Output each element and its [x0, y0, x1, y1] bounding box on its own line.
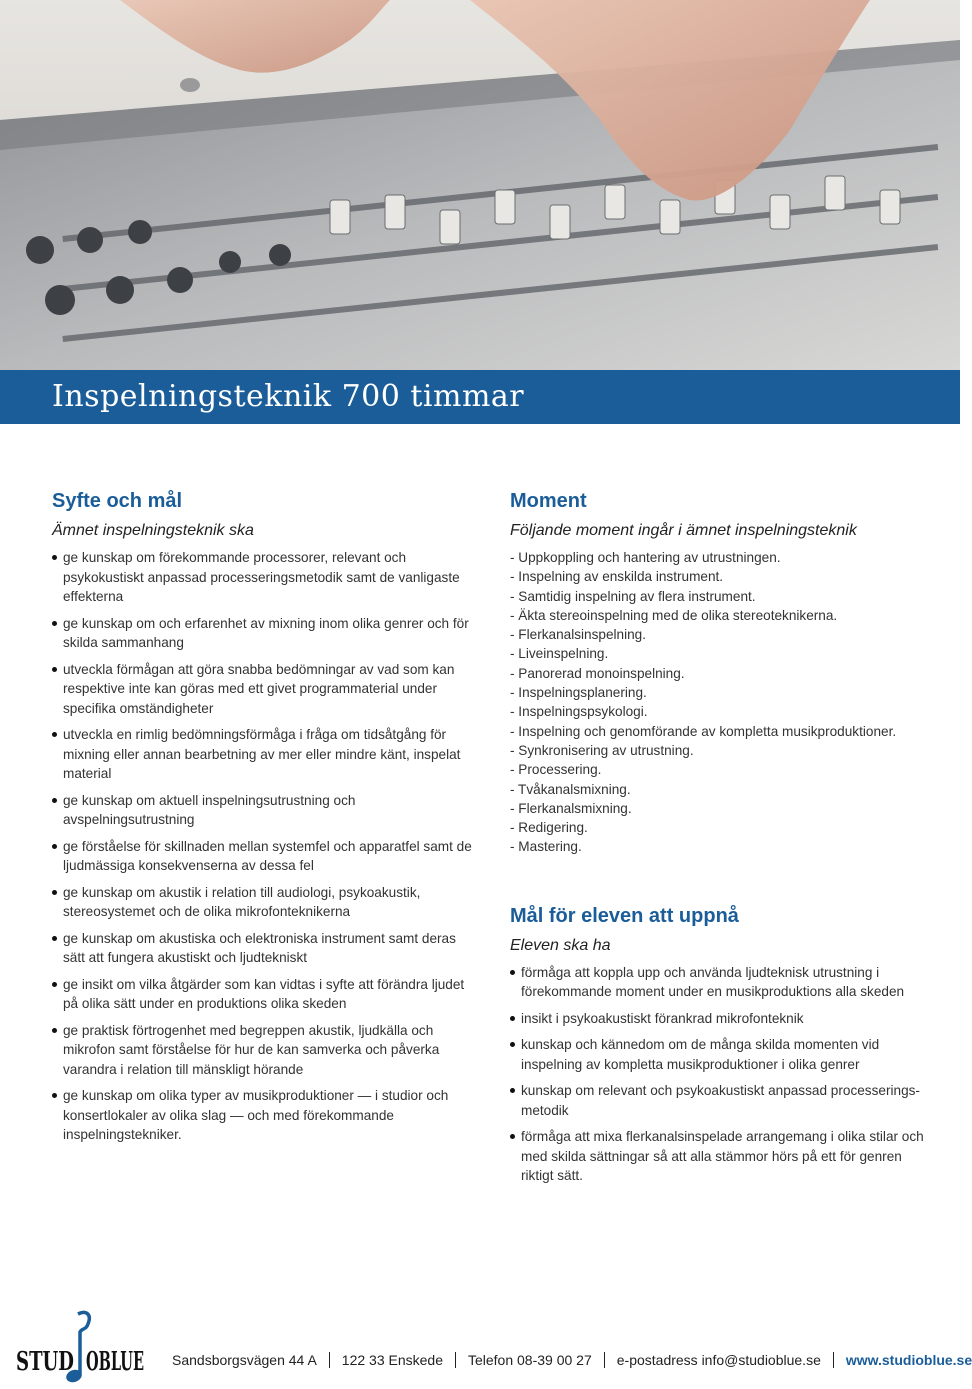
list-item: - Samtidig inspelning av flera instrument.	[510, 588, 756, 604]
hero-photo	[0, 0, 960, 370]
right-column	[510, 486, 930, 1193]
goals-subheading: Eleven ska ha	[510, 936, 611, 954]
list-item: - Flerkanalsinspelning.	[510, 627, 647, 643]
photo-mixing-console-hands	[0, 0, 960, 370]
goals-section	[510, 901, 930, 1186]
list-item: ge kunskap om aktuell inspelningsutrustning och avspelningsutrustning	[52, 791, 472, 830]
list-item: - Panorerad monoinspelning.	[510, 665, 685, 681]
list-item: kunskap och kännedom om de många skilda momenten vid inspelning av kompletta musikproduktioner i olika genrer	[510, 1035, 930, 1074]
purpose-heading: Syfte och mål	[52, 490, 183, 512]
email: e-postadress info@studioblue.se	[616, 1352, 821, 1368]
list-item: - Liveinspelning.	[510, 646, 609, 662]
divider	[604, 1352, 605, 1368]
list-item: - Inspelning av enskilda instrument.	[510, 569, 724, 585]
list-item: - Redigering.	[510, 820, 588, 836]
phone: Telefon 08-39 00 27	[467, 1352, 592, 1368]
title-band	[0, 370, 960, 424]
moment-subheading: Följande moment ingår i ämnet inspelningsteknik	[510, 522, 857, 539]
list-item: ge kunskap om akustiska och elektroniska instrument samt deras sätt att fungera akustiskt och ljudtekniskt	[52, 929, 472, 968]
moment-section	[510, 486, 930, 857]
divider	[329, 1352, 330, 1368]
divider	[833, 1352, 834, 1368]
list-item: - Synkronisering av utrustning.	[510, 742, 694, 758]
purpose-subheading: Ämnet inspelningsteknik ska	[52, 522, 254, 539]
list-item: - Tvåkanalsmixning.	[510, 781, 631, 797]
list-item: - Processering.	[510, 762, 602, 778]
list-item: - Inspelningsplanering.	[510, 685, 647, 701]
list-item: utveckla en rimlig bedömningsförmåga i fråga om tidsåtgång för mixning eller annan bearbetning av mer eller mindre känt, inspelat material	[52, 725, 472, 784]
list-item: - Flerkanalsmixning.	[510, 800, 632, 816]
list-item: - Mastering.	[510, 839, 582, 855]
logo-wordmark-left: STUD	[16, 1347, 74, 1377]
purpose-list	[52, 548, 472, 1145]
list-item: ge kunskap om och erfarenhet av mixning inom olika genrer och för skilda sammanhang	[52, 614, 472, 653]
list-item: ge kunskap om olika typer av musikproduktioner — i studior och konsertlokaler av olika slag — och med förekommande inspelningstekniker.	[52, 1086, 472, 1145]
logo-wordmark-right: OBLUE	[86, 1347, 144, 1377]
page-title: Inspelningsteknik 700 timmar	[52, 379, 525, 414]
list-item: - Uppkoppling och hantering av utrustningen.	[510, 550, 781, 565]
goals-heading: Mål för eleven att uppnå	[510, 904, 739, 927]
moment-heading: Moment	[510, 490, 587, 512]
divider	[455, 1352, 456, 1368]
list-item: förmåga att koppla upp och använda ljudteknisk utrustning i förekommande moment under en musikproduktions alla skeden	[510, 963, 930, 1002]
list-item: ge praktisk förtrogenhet med begreppen akustik, ljudkälla och mikrofon samt förståelse för hur de kan samverka och påverka varandra i relation till mänskligt hörande	[52, 1021, 472, 1080]
list-item: - Inspelningspsykologi.	[510, 704, 648, 720]
list-item: förmåga att mixa flerkanalsinspelade arrangemang i olika stilar och med skilda sättningar så att alla stämmor hörs på ett för genren riktigt sätt.	[510, 1127, 930, 1186]
moment-list	[510, 548, 930, 857]
goals-list	[510, 963, 930, 1186]
list-item: utveckla förmågan att göra snabba bedömningar av vad som kan respektive inte kan göras med ett givet programmaterial under specifika omständigheter	[52, 660, 472, 719]
list-item: ge kunskap om förekommande processorer, relevant och psykokustiskt anpassad processeringsmetodik samt de vanligaste effekterna	[52, 548, 472, 607]
list-item: kunskap om relevant och psykoakustiskt anpassad processerings-metodik	[510, 1081, 930, 1120]
list-item: ge kunskap om akustik i relation till audiologi, psykoakustik, stereosystemet och de olika mikrofonteknikerna	[52, 883, 472, 922]
postal-code: 122 33 Enskede	[341, 1352, 443, 1368]
studio-blue-logo	[16, 1308, 146, 1388]
footer	[0, 1300, 972, 1389]
website-link[interactable]: www.studioblue.se	[845, 1352, 972, 1368]
address: Sandsborgsvägen 44 A	[172, 1352, 317, 1368]
list-item: ge insikt om vilka åtgärder som kan vidtas i syfte att förändra ljudet på olika sätt under en produktions olika skeden	[52, 975, 472, 1014]
list-item: insikt i psykoakustiskt förankrad mikrofonteknik	[510, 1009, 930, 1029]
contact-line	[172, 1352, 972, 1368]
list-item: - Inspelning och genomförande av kompletta musikproduktioner.	[510, 723, 897, 739]
purpose-section	[52, 486, 472, 1152]
list-item: ge förståelse för skillnaden mellan systemfel och apparatfel samt de ljudmässiga konsekvenserna av dessa fel	[52, 837, 472, 876]
list-item: - Äkta stereoinspelning med de olika stereoteknikerna.	[510, 607, 838, 623]
